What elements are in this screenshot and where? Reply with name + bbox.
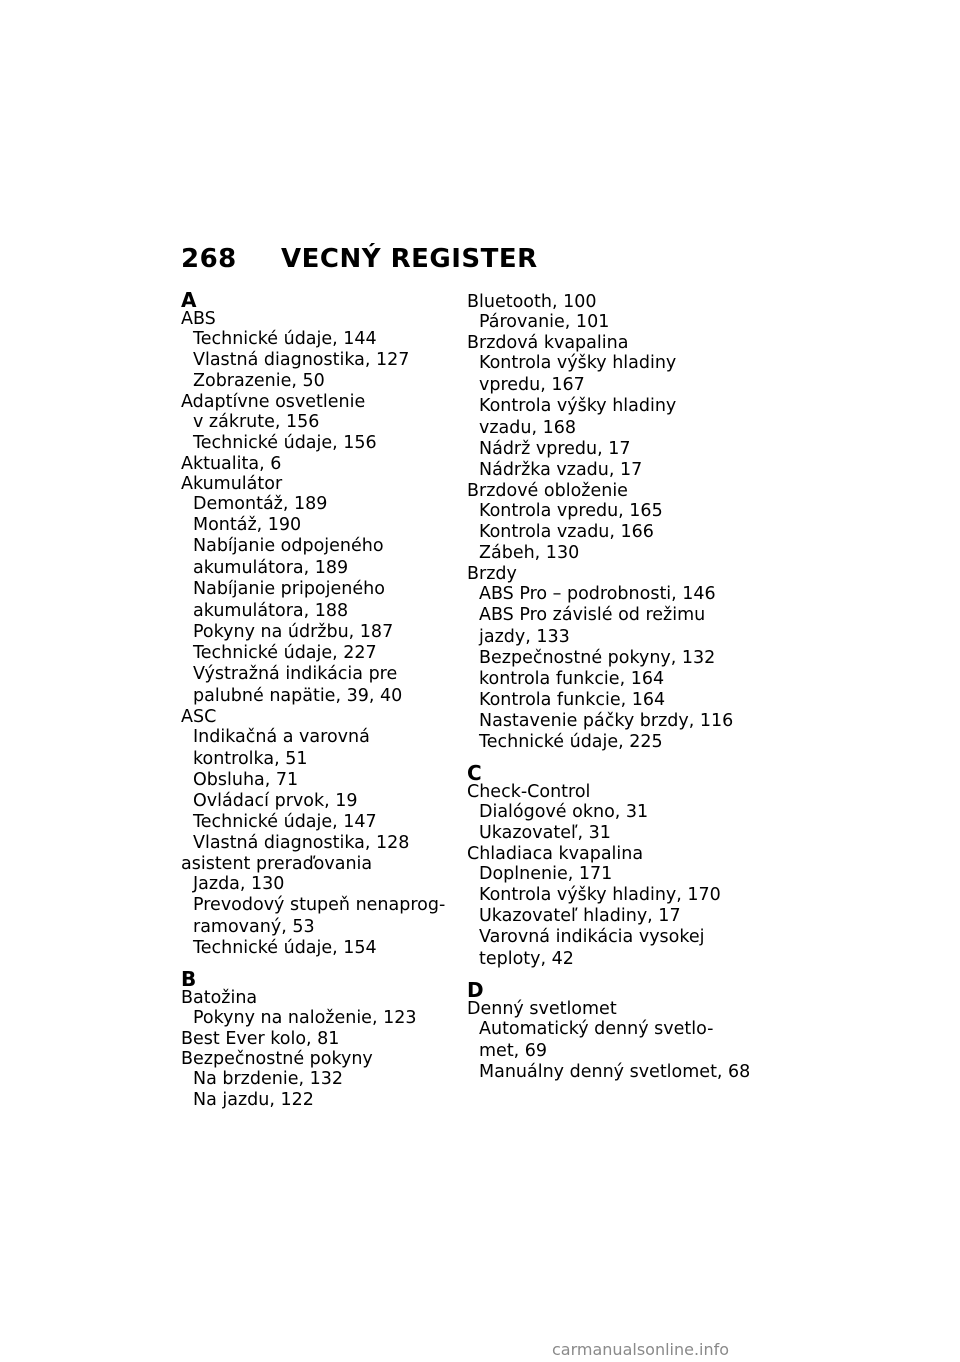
index-subentry-line: v zákrute, 156 [193, 412, 320, 432]
index-subentry-line: Nabíjanie pripojeného [193, 579, 385, 599]
index-subentry-line: Automatický denný svetlo- [479, 1019, 714, 1039]
index-subentry-line: Na jazdu, 122 [193, 1090, 314, 1110]
index-subentry [467, 823, 742, 844]
index-subentry [467, 605, 742, 648]
index-subentry-line: Indikačná a varovná [193, 727, 370, 747]
index-subentry-line: Kontrola vzadu, 166 [479, 522, 654, 542]
index-subentry [467, 396, 742, 439]
index-subentry-line: Technické údaje, 225 [479, 732, 663, 752]
index-subentry-line: Technické údaje, 144 [193, 329, 377, 349]
index-subentry [181, 812, 456, 833]
index-subentry-line: Kontrola výšky hladiny [479, 353, 677, 373]
index-subentry [181, 412, 456, 433]
index-subentry-line: kontrolka, 51 [193, 749, 308, 769]
index-subentry [467, 864, 742, 885]
index-entry: Aktualita, 6 [181, 454, 282, 474]
index-subentry-line: met, 69 [479, 1041, 548, 1061]
index-subentry [467, 648, 742, 669]
index-subentry-line: Vlastná diagnostika, 128 [193, 833, 410, 853]
index-subentry-line: Dialógové okno, 31 [479, 802, 649, 822]
index-subentry-line: Ukazovateľ hladiny, 17 [479, 906, 681, 926]
index-subentry-line: Ovládací prvok, 19 [193, 791, 358, 811]
index-subentry-line: Na brzdenie, 132 [193, 1069, 343, 1089]
index-subentry-line: Jazda, 130 [193, 874, 285, 894]
index-column-right [467, 292, 751, 1083]
index-subentry-line: Montáž, 190 [193, 515, 302, 535]
index-subentry [467, 802, 742, 823]
index-subentry [181, 770, 456, 791]
index-subentry [181, 536, 456, 579]
index-letter-heading: A [181, 288, 197, 312]
index-subentry-line: teploty, 42 [479, 949, 574, 969]
index-subentry-line: Bezpečnostné pokyny, 132 [479, 648, 716, 668]
watermark-text: carmanualsonline.info [552, 1340, 730, 1359]
index-entry: Bezpečnostné pokyny [181, 1049, 373, 1069]
index-subentry [467, 1062, 751, 1083]
index-entry: Adaptívne osvetlenie [181, 392, 366, 412]
index-subentry [181, 874, 456, 895]
index-entry: Best Ever kolo, 81 [181, 1029, 340, 1049]
index-subentry [467, 690, 742, 711]
index-subentry-line: Varovná indikácia vysokej [479, 927, 705, 947]
index-entry: Denný svetlomet [467, 999, 617, 1019]
index-letter-heading: B [181, 967, 197, 991]
index-letter-heading: C [467, 761, 482, 785]
index-subentry [467, 353, 742, 396]
index-subentry-line: Kontrola vpredu, 165 [479, 501, 663, 521]
index-subentry [181, 622, 456, 643]
index-subentry-line: Zobrazenie, 50 [193, 371, 325, 391]
index-subentry-line: Vlastná diagnostika, 127 [193, 350, 410, 370]
index-subentry [181, 833, 456, 854]
index-subentry-line: Nádržka vzadu, 17 [479, 460, 643, 480]
index-subentry-line: Kontrola funkcie, 164 [479, 690, 666, 710]
index-entry: Brzdy [467, 564, 517, 584]
index-subentry-line: Technické údaje, 147 [193, 812, 377, 832]
index-entry: Akumulátor [181, 474, 283, 494]
index-subentry-line: Doplnenie, 171 [479, 864, 613, 884]
index-subentry [467, 927, 742, 970]
index-entry: Chladiaca kvapalina [467, 844, 644, 864]
index-entry: Brzdová kvapalina [467, 333, 629, 353]
index-subentry-line: Obsluha, 71 [193, 770, 299, 790]
index-entry: Check-Control [467, 782, 591, 802]
index-subentry [467, 522, 742, 543]
index-subentry-line: Demontáž, 189 [193, 494, 328, 514]
index-entry: Bluetooth, 100 [467, 292, 597, 312]
page-title: VECNÝ REGISTER [281, 244, 538, 274]
index-subentry [181, 1090, 456, 1111]
index-subentry-line: Kontrola výšky hladiny [479, 396, 677, 416]
index-subentry [181, 643, 456, 664]
index-subentry [181, 515, 456, 536]
index-subentry-line: Nabíjanie odpojeného [193, 536, 384, 556]
index-subentry [467, 543, 742, 564]
index-entry: ABS [181, 309, 216, 329]
index-subentry-line: akumulátora, 189 [193, 558, 349, 578]
index-subentry [181, 433, 456, 454]
index-subentry-line: Nádrž vpredu, 17 [479, 439, 631, 459]
index-subentry-line: palubné napätie, 39, 40 [193, 686, 403, 706]
index-subentry-line: Pokyny na naloženie, 123 [193, 1008, 417, 1028]
index-entry: Batožina [181, 988, 258, 1008]
index-subentry [181, 895, 456, 938]
index-subentry [467, 312, 742, 333]
index-subentry [467, 711, 742, 732]
index-subentry-line: Prevodový stupeň nenaprog- [193, 895, 446, 915]
index-subentry [467, 501, 742, 522]
index-subentry-line: Zábeh, 130 [479, 543, 580, 563]
index-entry: ASC [181, 707, 217, 727]
index-subentry [181, 371, 456, 392]
index-subentry-line: Manuálny denný svetlomet, 68 [479, 1062, 751, 1082]
index-subentry [467, 1019, 742, 1062]
index-subentry-line: Kontrola výšky hladiny, 170 [479, 885, 721, 905]
index-subentry [467, 439, 742, 460]
index-subentry [467, 906, 742, 927]
index-subentry [181, 329, 456, 350]
index-subentry-line: Výstražná indikácia pre [193, 664, 398, 684]
index-entry: Brzdové obloženie [467, 481, 628, 501]
index-subentry-line: akumulátora, 188 [193, 601, 349, 621]
index-subentry-line: Technické údaje, 156 [193, 433, 377, 453]
index-subentry-line: kontrola funkcie, 164 [479, 669, 665, 689]
index-column-left [181, 288, 456, 1111]
index-subentry [181, 579, 456, 622]
index-subentry-line: Ukazovateľ, 31 [479, 823, 611, 843]
index-entry: asistent preraďovania [181, 854, 373, 874]
index-subentry-line: Technické údaje, 154 [193, 938, 377, 958]
index-subentry [467, 669, 742, 690]
index-subentry-line: Nastavenie páčky brzdy, 116 [479, 711, 734, 731]
index-subentry-line: ABS Pro závislé od režimu [479, 605, 706, 625]
page-number: 268 [181, 244, 237, 274]
index-subentry [181, 1008, 456, 1029]
index-subentry [181, 727, 456, 770]
index-subentry-line: vpredu, 167 [479, 375, 585, 395]
page-header [181, 244, 538, 274]
index-subentry [181, 664, 456, 707]
index-subentry-line: Technické údaje, 227 [193, 643, 377, 663]
index-subentry [181, 791, 456, 812]
index-subentry-line: Párovanie, 101 [479, 312, 610, 332]
index-subentry [181, 350, 456, 371]
index-subentry [467, 584, 742, 605]
index-subentry-line: vzadu, 168 [479, 418, 576, 438]
index-subentry-line: ramovaný, 53 [193, 917, 315, 937]
index-subentry-line: Pokyny na údržbu, 187 [193, 622, 394, 642]
index-subentry [181, 938, 456, 959]
index-subentry [467, 460, 742, 481]
index-subentry [181, 494, 456, 515]
index-subentry-line: jazdy, 133 [479, 627, 570, 647]
index-subentry [467, 732, 742, 753]
index-subentry [181, 1069, 456, 1090]
index-subentry [467, 885, 742, 906]
index-subentry-line: ABS Pro – podrobnosti, 146 [479, 584, 716, 604]
index-letter-heading: D [467, 978, 484, 1002]
